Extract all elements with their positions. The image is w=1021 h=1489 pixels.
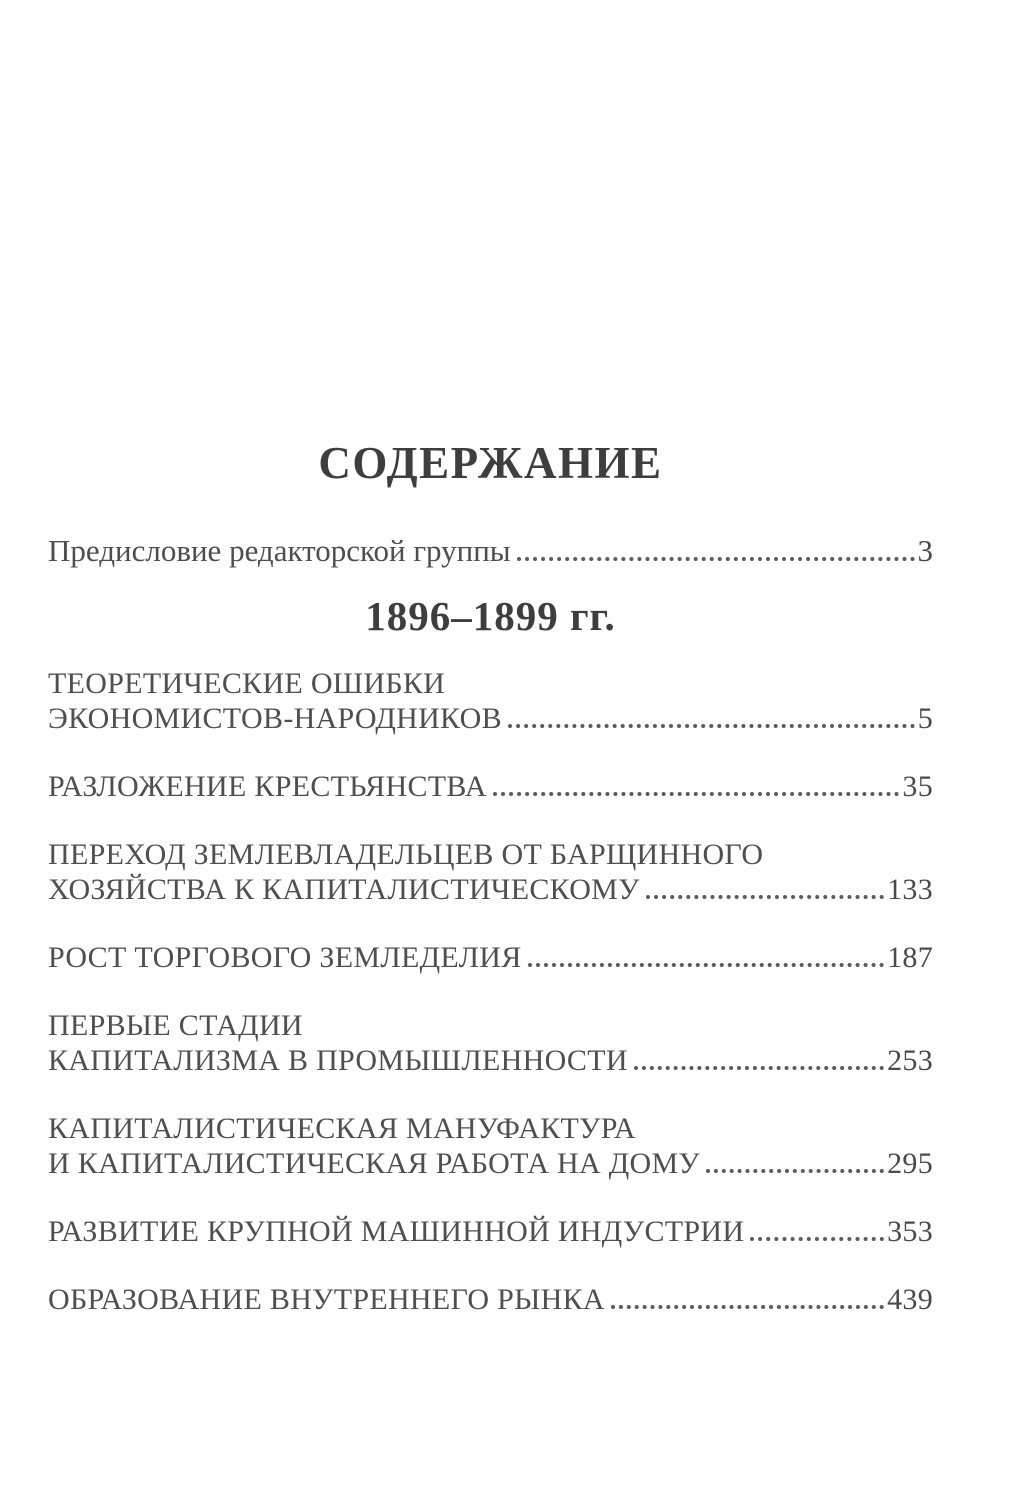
toc-entry-page-number: 295 bbox=[887, 1147, 933, 1181]
toc-entry bbox=[48, 1008, 933, 1078]
dot-leader bbox=[634, 1066, 884, 1070]
toc-entry bbox=[48, 940, 933, 975]
dot-leader bbox=[750, 1237, 884, 1241]
dot-leader bbox=[706, 1169, 884, 1173]
toc-entry-line: ЭКОНОМИСТОВ-НАРОДНИКОВ bbox=[48, 702, 502, 736]
toc-entry-line: ТЕОРЕТИЧЕСКИЕ ОШИБКИ bbox=[48, 667, 446, 701]
toc-entry-page-number: 353 bbox=[887, 1215, 933, 1249]
dot-leader bbox=[611, 1305, 884, 1309]
toc-entry-page-number: 5 bbox=[917, 702, 933, 736]
toc-preface-row bbox=[48, 533, 933, 569]
page-title: СОДЕРЖАНИЕ bbox=[318, 438, 663, 488]
toc-entry-line: РОСТ ТОРГОВОГО ЗЕМЛЕДЕЛИЯ bbox=[48, 941, 522, 975]
dot-leader bbox=[508, 724, 915, 728]
toc-entry-page-number: 133 bbox=[887, 873, 933, 907]
toc-entry-line: ПЕРВЫЕ СТАДИИ bbox=[48, 1009, 303, 1043]
toc-entry-page-number: 187 bbox=[887, 941, 933, 975]
toc-preface-page-number: 3 bbox=[917, 533, 933, 569]
toc-entry bbox=[48, 769, 933, 804]
toc-entry-page-number: 253 bbox=[887, 1044, 933, 1078]
toc-entry-line: КАПИТАЛИСТИЧЕСКАЯ МАНУФАКТУРА bbox=[48, 1112, 636, 1146]
toc-entry bbox=[48, 1282, 933, 1317]
toc-entry-line: РАЗЛОЖЕНИЕ КРЕСТЬЯНСТВА bbox=[48, 770, 487, 804]
toc-entry-page-number: 439 bbox=[887, 1283, 933, 1317]
toc-entry-line: ХОЗЯЙСТВА К КАПИТАЛИСТИЧЕСКОМУ bbox=[48, 873, 640, 907]
toc-entry-line: ОБРАЗОВАНИЕ ВНУТРЕННЕГО РЫНКА bbox=[48, 1283, 605, 1317]
dot-leader bbox=[493, 792, 900, 796]
dot-leader bbox=[517, 557, 915, 561]
toc-entry-page-number: 35 bbox=[902, 770, 933, 804]
toc-entry-line: КАПИТАЛИЗМА В ПРОМЫШЛЕННОСТИ bbox=[48, 1044, 628, 1078]
toc-entry bbox=[48, 1111, 933, 1181]
toc-entry-line: ПЕРЕХОД ЗЕМЛЕВЛАДЕЛЬЦЕВ ОТ БАРЩИННОГО bbox=[48, 838, 764, 872]
dot-leader bbox=[646, 895, 884, 899]
toc-entry bbox=[48, 837, 933, 907]
toc-entry-line: И КАПИТАЛИСТИЧЕСКАЯ РАБОТА НА ДОМУ bbox=[48, 1147, 700, 1181]
section-heading: 1896–1899 гг. bbox=[365, 593, 616, 640]
dot-leader bbox=[528, 963, 885, 967]
toc-preface-label: Предисловие редакторской группы bbox=[48, 533, 511, 569]
toc-entry bbox=[48, 1214, 933, 1249]
toc-entry-line: РАЗВИТИЕ КРУПНОЙ МАШИННОЙ ИНДУСТРИИ bbox=[48, 1215, 745, 1249]
toc-entry bbox=[48, 666, 933, 736]
